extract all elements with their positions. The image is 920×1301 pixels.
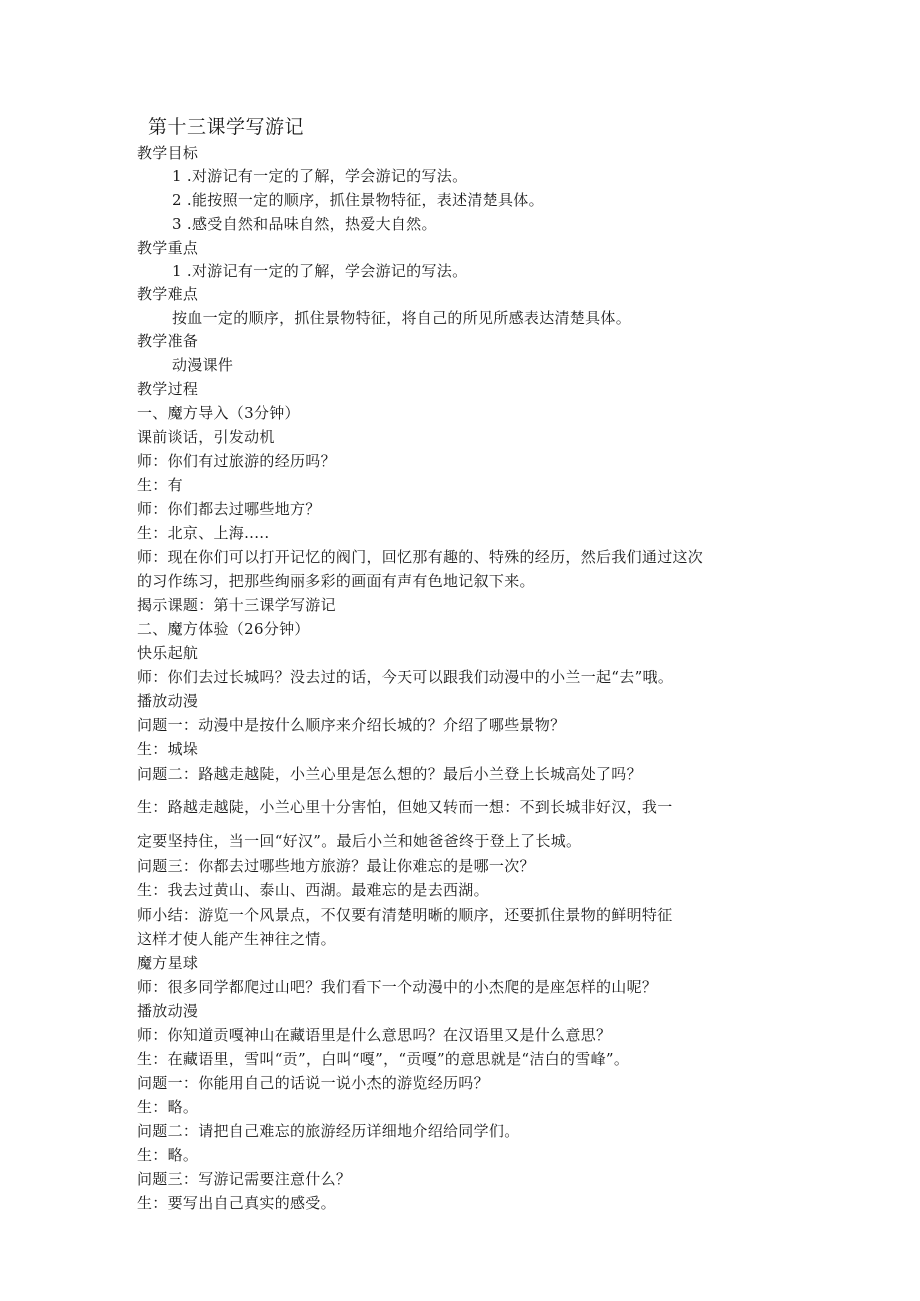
paragraph-line: 播放动漫 (137, 1002, 199, 1020)
question-line: 问题一：动漫中是按什么顺序来介绍长城的？介绍了哪些景物？ (137, 716, 566, 734)
dialogue-line: 生：要写出自己真实的感受。 (137, 1194, 336, 1212)
dialogue-line: 生：有 (137, 476, 183, 494)
dialogue-line: 师：你知道贡嘎神山在藏语里是什么意思吗？在汉语里又是什么意思？ (137, 1026, 612, 1044)
question-line: 问题三：写游记需要注意什么？ (137, 1170, 352, 1188)
dialogue-line: 生：路越走越陡，小兰心里十分害怕，但她又转而一想：不到长城非好汉，我一 (137, 798, 673, 816)
heading-preparation: 教学准备 (137, 332, 199, 350)
dialogue-line: 师：很多同学都爬过山吧？我们看下一个动漫中的小杰爬的是座怎样的山呢？ (137, 978, 658, 996)
heading-process: 教学过程 (137, 380, 199, 398)
dialogue-line: 生：城垛 (137, 740, 199, 758)
dialogue-line: 生：略。 (137, 1098, 199, 1116)
objective-item: 1 .对游记有一定的了解，学会游记的写法。 (172, 167, 468, 185)
paragraph-line: 播放动漫 (137, 692, 199, 710)
page-title: 第十三课学写游记 (148, 116, 305, 138)
key-point-item: 1 .对游记有一定的了解，学会游记的写法。 (172, 262, 468, 280)
question-line: 问题一：你能用自己的话说一说小杰的游览经历吗？ (137, 1074, 489, 1092)
question-line: 问题三：你都去过哪些地方旅游？最让你难忘的是哪一次？ (137, 857, 535, 875)
preparation-text: 动漫课件 (172, 356, 234, 374)
dialogue-line: 师：现在你们可以打开记忆的阀门，回忆那有趣的、特殊的经历，然后我们通过这次 (137, 548, 704, 566)
objective-item: 2 .能按照一定的顺序，抓住景物特征，表述清楚具体。 (172, 191, 544, 209)
question-line: 问题二：路越走越陡，小兰心里是怎么想的？最后小兰登上长城高处了吗？ (137, 765, 642, 783)
dialogue-line: 生：略。 (137, 1146, 199, 1164)
dialogue-line: 师：你们有过旅游的经历吗？ (137, 452, 336, 470)
section-heading: 一、魔方导入（3分钟） (137, 404, 300, 422)
heading-difficulties: 教学难点 (137, 285, 199, 303)
objective-item: 3 .感受自然和品味自然，热爱大自然。 (172, 215, 437, 233)
heading-objectives: 教学目标 (137, 144, 199, 162)
difficulty-text: 按血一定的顺序，抓住景物特征，将自己的所见所感表达清楚具体。 (172, 309, 632, 327)
heading-key-points: 教学重点 (137, 239, 199, 257)
paragraph-line: 揭示课题：第十三课学写游记 (137, 596, 336, 614)
dialogue-line: 的习作练习，把那些绚丽多彩的画面有声有色地记叙下来。 (137, 572, 535, 590)
question-line: 问题二：请把自己难忘的旅游经历详细地介绍给同学们。 (137, 1122, 520, 1140)
section-heading: 二、魔方体验（26分钟） (137, 620, 310, 638)
summary-line: 这样才使人能产生神往之情。 (137, 930, 336, 948)
subsection-heading: 魔方星球 (137, 954, 199, 972)
dialogue-line: 定要坚持住，当一回“好汉”。最后小兰和她爸爸终于登上了长城。 (137, 832, 582, 850)
summary-line: 师小结：游览一个风景点，不仅要有清楚明晰的顺序，还要抓住景物的鲜明特征 (137, 906, 673, 924)
paragraph-line: 课前谈话，引发动机 (137, 428, 275, 446)
dialogue-line: 生：我去过黄山、泰山、西湖。最难忘的是去西湖。 (137, 881, 489, 899)
subsection-heading: 快乐起航 (137, 644, 199, 662)
dialogue-line: 师：你们都去过哪些地方？ (137, 500, 321, 518)
dialogue-line: 生：北京、上海..... (137, 524, 270, 542)
dialogue-line: 生：在藏语里，雪叫“贡”，白叫“嘎”，“贡嘎”的意思就是“洁白的雪峰”。 (137, 1050, 630, 1068)
dialogue-line: 师：你们去过长城吗？没去过的话，今天可以跟我们动漫中的小兰一起“去”哦。 (137, 668, 674, 686)
